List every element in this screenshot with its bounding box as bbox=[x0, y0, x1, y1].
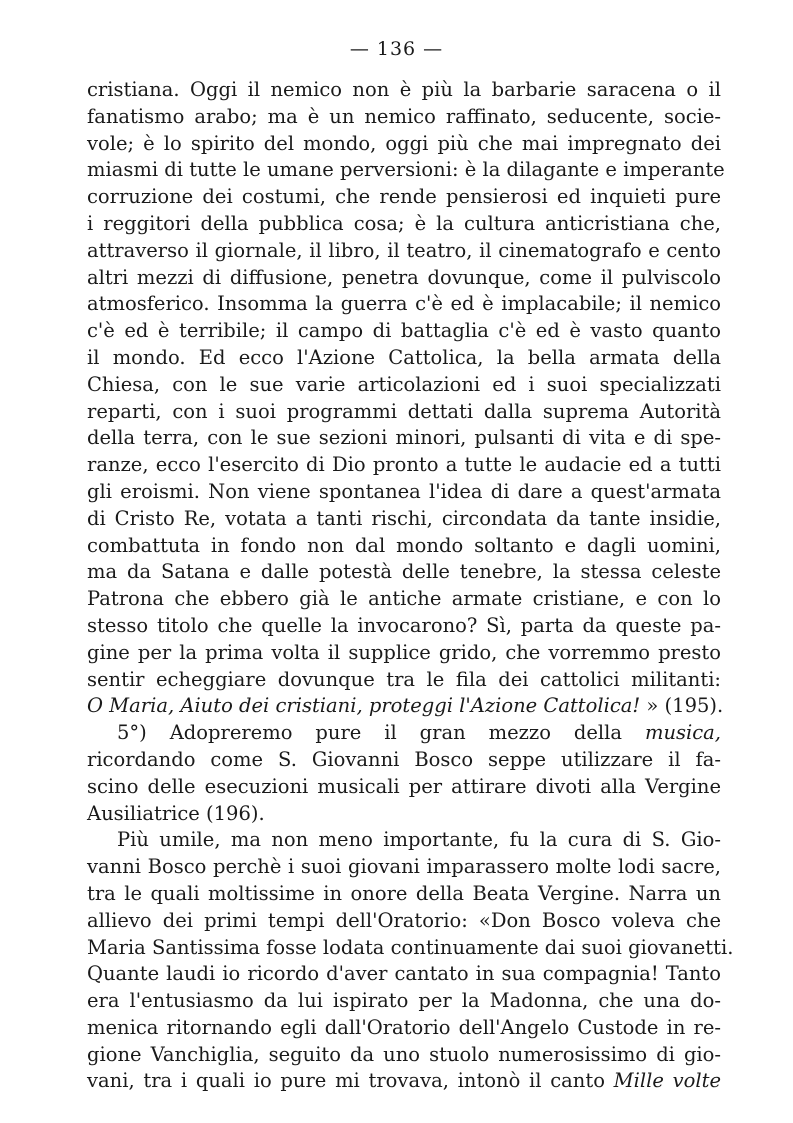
paragraph-5-text: 5°) Adopreremo pure il gran mezzo della bbox=[117, 721, 645, 745]
invocation-italic: O Maria, Aiuto dei cristiani, proteggi l'Azione Cattolica! bbox=[87, 694, 641, 718]
text-line: gine per la prima volta il supplice grido, che vorremmo presto bbox=[87, 640, 721, 664]
body-text bbox=[87, 77, 734, 1095]
text-line: il mondo. Ed ecco l'Azione Cattolica, la bella armata della bbox=[87, 345, 721, 369]
text-line: era l'entusiasmo da lui ispirato per la Madonna, che una do- bbox=[87, 989, 721, 1013]
text-line: ma da Satana e dalle potestà delle tenebre, la stessa celeste bbox=[87, 560, 721, 584]
text-line: attraverso il giornale, il libro, il teatro, il cinematografo e cento bbox=[87, 238, 721, 262]
text-line: stesso titolo che quelle la invocarono? Sì, parta da queste pa- bbox=[87, 613, 721, 637]
text-line: fanatismo arabo; ma è un nemico raffinato, seducente, socie- bbox=[87, 104, 721, 128]
text-line: Ausiliatrice (196). bbox=[87, 801, 265, 825]
text-line: Chiesa, con le sue varie articolazioni ed i suoi specializzati bbox=[87, 372, 721, 396]
text-line: gione Vanchiglia, seguito da uno stuolo numerosissimo di gio- bbox=[87, 1042, 721, 1066]
text-line: ricordando come S. Giovanni Bosco seppe utilizzare il fa- bbox=[87, 747, 721, 771]
text-line: atmosferico. Insomma la guerra c'è ed è implacabile; il nemico bbox=[87, 292, 721, 316]
text-line: Patrona che ebbero già le antiche armate cristiane, e con lo bbox=[87, 587, 721, 611]
text-line: altri mezzi di diffusione, penetra dovunque, come il pulviscolo bbox=[87, 265, 721, 289]
text-line: vole; è lo spirito del mondo, oggi più che mai impregnato dei bbox=[87, 131, 721, 155]
paragraph-5-italic: musica, bbox=[644, 721, 721, 745]
text-line: cristiana. Oggi il nemico non è più la barbarie saracena o il bbox=[87, 78, 721, 101]
text-line: di Cristo Re, votata a tanti rischi, circondata da tante insidie, bbox=[87, 506, 721, 530]
text-line: tra le quali moltissime in onore della Beata Vergine. Narra un bbox=[87, 881, 721, 905]
text-line: della terra, con le sue sezioni minori, pulsanti di vita e di spe- bbox=[87, 426, 721, 450]
text-line: Maria Santissima fosse lodata continuamente dai suoi giovanetti. bbox=[87, 935, 734, 959]
text-line: sentir echeggiare dovunque tra le fila dei cattolici militanti: bbox=[87, 667, 721, 691]
text-line: reparti, con i suoi programmi dettati dalla suprema Autorità bbox=[87, 399, 721, 423]
final-line-text: vani, tra i quali io pure mi trovava, intonò il canto bbox=[87, 1069, 614, 1093]
final-line-italic: Mille volte bbox=[613, 1069, 721, 1093]
text-line: c'è ed è terribile; il campo di battaglia c'è ed è vasto quanto bbox=[87, 319, 721, 343]
invocation-closing: » (195). bbox=[646, 694, 724, 718]
text-line: gli eroismi. Non viene spontanea l'idea di dare a quest'armata bbox=[87, 479, 721, 503]
text-line: ranze, ecco l'esercito di Dio pronto a tutte le audacie ed a tutti bbox=[87, 453, 721, 477]
text-line: allievo dei primi tempi dell'Oratorio: «Don Bosco voleva che bbox=[87, 908, 721, 932]
text-line: corruzione dei costumi, che rende pensierosi ed inquieti pure bbox=[87, 185, 721, 209]
page-number: — 136 — bbox=[349, 38, 444, 60]
text-line-final bbox=[87, 1068, 721, 1095]
text-line: i reggitori della pubblica cosa; è la cultura anticristiana che, bbox=[87, 211, 721, 235]
text-line: miasmi di tutte le umane perversioni: è la dilagante e imperante bbox=[87, 158, 725, 182]
text-line: scino delle esecuzioni musicali per attirare divoti alla Vergine bbox=[87, 774, 721, 798]
text-line: Più umile, ma non meno importante, fu la cura di S. Gio- bbox=[117, 828, 721, 852]
text-line: menica ritornando egli dall'Oratorio dell'Angelo Custode in re- bbox=[87, 1015, 721, 1039]
text-line: combattuta in fondo non dal mondo soltanto e dagli uomini, bbox=[87, 533, 721, 557]
invocation-line bbox=[87, 693, 724, 720]
text-line: vanni Bosco perchè i suoi giovani imparassero molte lodi sacre, bbox=[87, 855, 721, 879]
paragraph-5-first-line bbox=[87, 720, 721, 747]
text-line: Quante laudi io ricordo d'aver cantato in sua compagnia! Tanto bbox=[87, 962, 721, 986]
